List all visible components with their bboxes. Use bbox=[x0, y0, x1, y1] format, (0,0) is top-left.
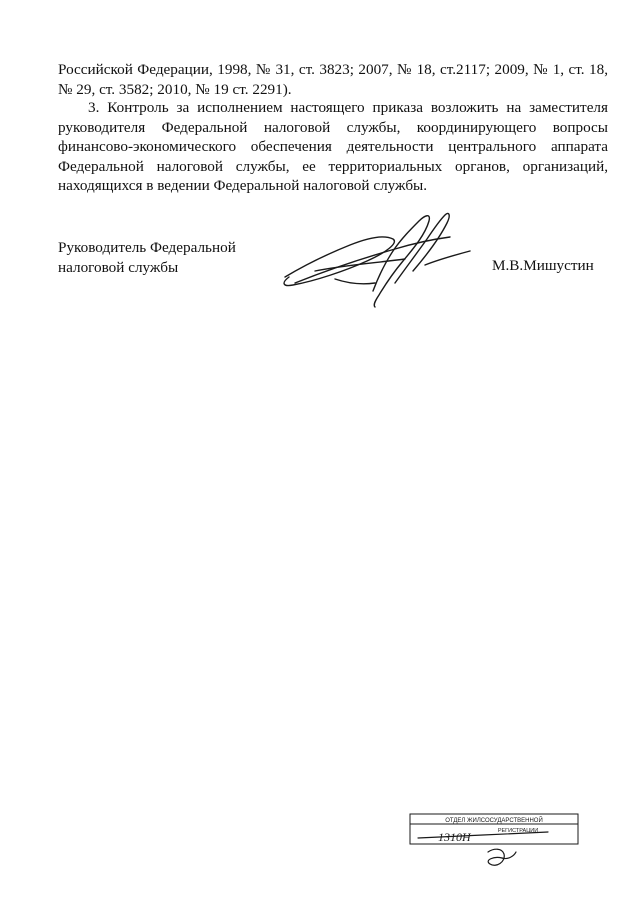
signer-title-line-1: Руководитель Федеральной bbox=[58, 239, 236, 256]
paragraph-item-3 bbox=[58, 98, 608, 196]
signer-title bbox=[58, 238, 288, 277]
paragraph-item-3-text: 3. Контроль за исполнением настоящего приказа возложить на заместителя руководителя Федеральной налоговой службы, координирующего вопросы финансово-экономического обеспечения деятельности центрального аппарата Федеральной налоговой службы, ее территориальных органов, организаций, находящихся в ведении Федеральной налоговой службы. bbox=[58, 99, 608, 194]
stamp-sub-text: РЕГИСТРАЦИИ bbox=[497, 828, 539, 834]
handwritten-signature-icon bbox=[275, 205, 475, 310]
stamp-handwritten-number: 1310Н bbox=[438, 830, 471, 844]
paragraph-continuation: Российской Федерации, 1998, № 31, ст. 3823; 2007, № 18, ст.2117; 2009, № 1, ст. 18, № 29, ст. 3582; 2010, № 19 ст. 2291). bbox=[58, 61, 608, 98]
registration-stamp-icon bbox=[398, 812, 588, 876]
stamp-header-text: ОТДЕЛ ЖИЛСОСУДАРСТВЕННОЙ bbox=[445, 818, 543, 824]
signer-title-line-2: налоговой службы bbox=[58, 258, 179, 276]
signer-name: М.В.Мишустин bbox=[492, 257, 594, 274]
